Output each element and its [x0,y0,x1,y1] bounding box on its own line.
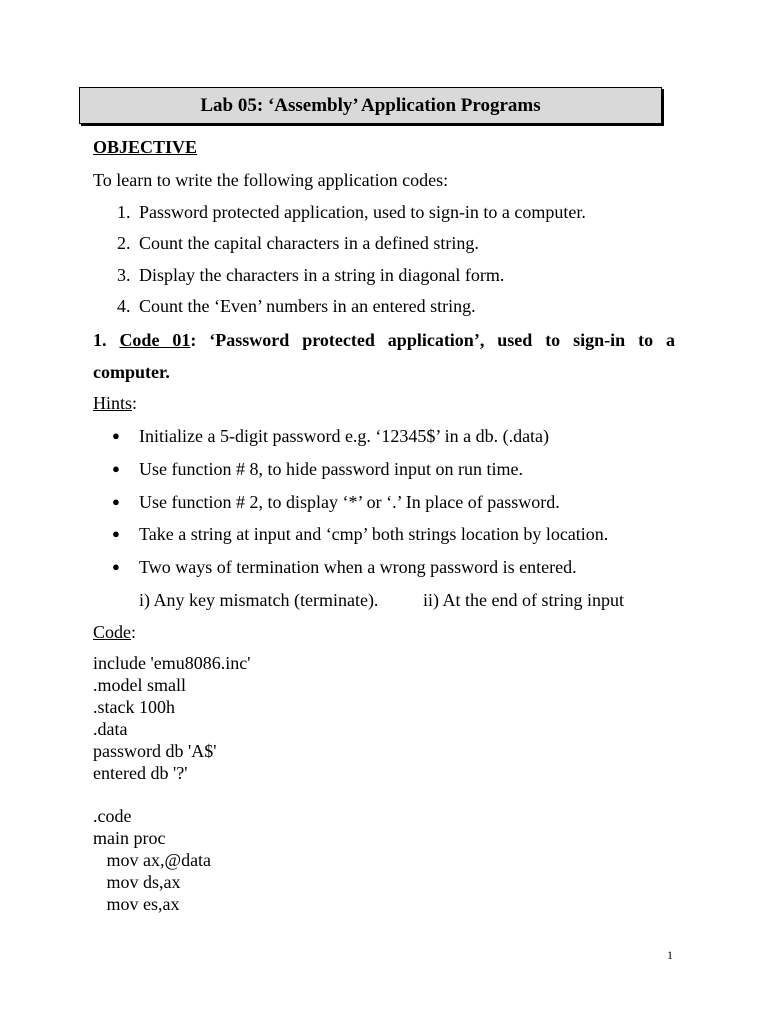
code-line: .stack 100h [93,696,175,717]
list-text: Use function # 2, to display ‘*’ or ‘.’ In place of password. [139,492,560,512]
bullet-icon: ● [112,461,120,476]
list-text: Display the characters in a string in diagonal form. [139,265,505,285]
code-block [93,653,250,916]
termination-option-a: i) Any key mismatch (terminate). [139,590,379,610]
page-number: 1 [667,948,673,962]
hints-heading: Hints: [93,393,138,413]
code-heading: Code: [93,622,137,642]
list-text: Initialize a 5-digit password e.g. ‘12345$’ in a db. (.data) [139,426,550,446]
bullet-icon: ● [112,494,120,509]
code01-heading-cont: computer. [93,362,170,382]
code-line: mov ds,ax [93,872,181,893]
bullet-icon: ● [112,526,120,541]
code-line [93,784,250,806]
list-text: Use function # 8, to hide password input on run time. [139,459,523,479]
list-number: 2. [117,233,131,253]
objective-heading: OBJECTIVE [93,137,198,157]
bullet-icon: ● [112,559,120,574]
code-line: .code [93,806,132,827]
code-line: password db 'A$' [93,740,217,761]
bullet-icon: ● [112,428,120,443]
list-number: 1. [117,202,131,222]
code01-heading: 1. Code 01: ‘Password protected application’, used to sign-in to a [93,330,675,350]
code-line: entered db '?' [93,762,188,783]
title-box [79,87,662,124]
code01-label: Code 01 [119,330,191,350]
list-text: Count the ‘Even’ numbers in an entered string. [139,296,476,316]
list-text: Two ways of termination when a wrong password is entered. [139,557,577,577]
code-line: include 'emu8086.inc' [93,653,251,673]
list-text: Take a string at input and ‘cmp’ both strings location by location. [139,524,609,544]
page-title: Lab 05: ‘Assembly’ Application Programs [200,94,541,116]
list-text: Count the capital characters in a defined string. [139,233,479,253]
list-number: 4. [117,296,131,316]
code-line: .data [93,718,128,739]
objective-intro: To learn to write the following application codes: [93,170,449,190]
list-text: Password protected application, used to sign-in to a computer. [139,202,586,222]
code-line: mov es,ax [93,893,180,914]
code-line: .model small [93,674,186,695]
termination-option-b: ii) At the end of string input [423,590,624,610]
list-number: 3. [117,265,131,285]
code-line: main proc [93,828,166,849]
code-line: mov ax,@data [93,850,212,871]
